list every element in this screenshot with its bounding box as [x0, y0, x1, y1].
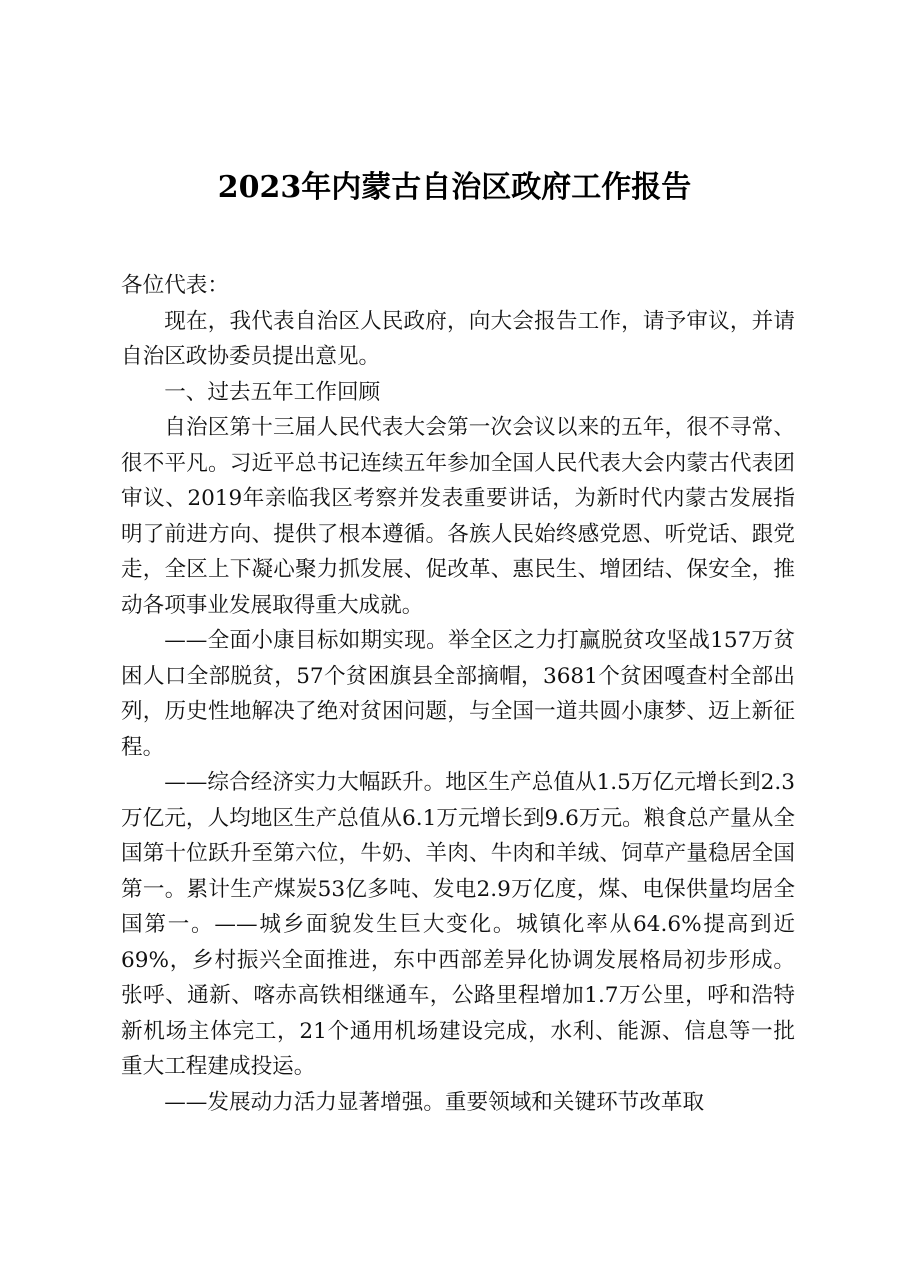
paragraph-poverty: ——全面小康目标如期实现。举全区之力打赢脱贫攻坚战157万贫困人口全部脱贫，57个贫困旗县全部摘帽，3681个贫困嘎查村全部出列，历史性地解决了绝对贫困问题，与全国一道共圆小康梦、迈上新征程。 — [121, 628, 795, 760]
paragraph-economy: ——综合经济实力大幅跃升。地区生产总值从1.5万亿元增长到2.3万亿元，人均地区生产总值从6.1万元增长到9.6万元。粮食总产量从全国第十位跃升至第六位，牛奶、羊肉、牛肉和羊绒、饲草产量稳居全国第一。累计生产煤炭53亿多吨、发电2.9万亿度，煤、电保供量均居全国第一。——城乡面貌发生巨大变化。城镇化率从64.6%提高到近69%，乡村振兴全面推进，东中西部差异化协调发展格局初步形成。张呼、通新、喀赤高铁相继通车，公路里程增加1.7万公里，呼和浩特新机场主体完工，21个通用机场建设完成，水利、能源、信息等一批重大工程建成投运。 — [121, 770, 795, 1079]
paragraph-intro: 现在，我代表自治区人民政府，向大会报告工作，请予审议，并请自治区政协委员提出意见。 — [121, 308, 795, 369]
salutation: 各位代表： — [121, 273, 229, 298]
section-heading: 一、过去五年工作回顾 — [164, 379, 381, 405]
paragraph-reform: ——发展动力活力显著增强。重要领域和关键环节改革取 — [164, 1089, 705, 1115]
document-title: 2023年内蒙古自治区政府工作报告 — [217, 170, 692, 205]
document-body — [121, 268, 795, 1120]
paragraph-overview: 自治区第十三届人民代表大会第一次会议以来的五年，很不寻常、很不平凡。习近平总书记连续五年参加全国人民代表大会内蒙古代表团审议、2019年亲临我区考察并发表重要讲话，为新时代内蒙古发展指明了前进方向、提供了根本遵循。各族人民始终感党恩、听党话、跟党走，全区上下凝心聚力抓发展、促改革、惠民生、增团结、保安全，推动各项事业发展取得重大成就。 — [121, 415, 795, 618]
